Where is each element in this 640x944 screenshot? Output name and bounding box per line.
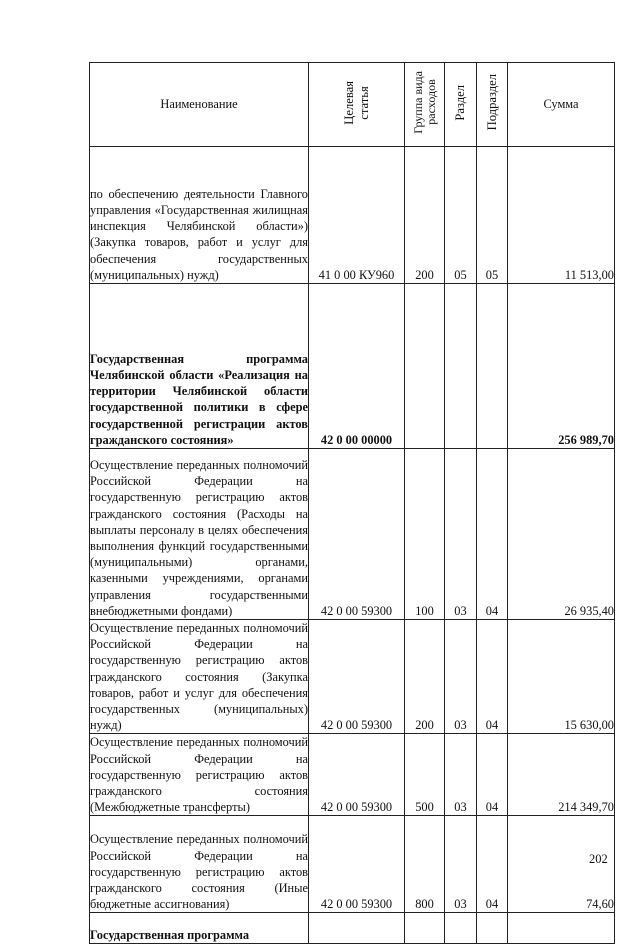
row-group: 800 (405, 816, 445, 913)
row-sum: 214 349,70 (508, 734, 615, 816)
row-target: 42 0 00 59300 (309, 449, 405, 620)
header-name: Наименование (90, 63, 309, 147)
row-subsection: 05 (477, 147, 508, 284)
row-group: 200 (405, 147, 445, 284)
row-group: 500 (405, 734, 445, 816)
row-name: Осуществление переданных полномочий Российской Федерации на государственную регистрацию актов гражданского состояния (Закупка товаров, работ и услуг для обеспечения государственных (муниципальных) нужд) (90, 621, 308, 733)
row-section: 03 (445, 734, 477, 816)
row-group: 100 (405, 449, 445, 620)
row-target (309, 913, 405, 944)
table-row (90, 449, 615, 620)
row-section: 05 (445, 147, 477, 284)
row-subsection (477, 913, 508, 944)
row-name: Осуществление переданных полномочий Российской Федерации на государственную регистрацию актов гражданского состояния (Иные бюджетные ассигнования) (90, 816, 309, 913)
row-name: Государственная программа (90, 913, 309, 944)
row-target: 41 0 00 КУ960 (309, 147, 405, 284)
page-number: 202 (589, 852, 608, 866)
row-sum (508, 913, 615, 944)
row-name: Осуществление переданных полномочий Российской Федерации на государственную регистрацию актов гражданского состояния (Расходы на выплаты персоналу в целях обеспечения выполнения функций государственными (муниципальными) органами, казенными учреждениями, органами управления государственными внебюджетными фондами) (90, 449, 309, 620)
row-section: 03 (445, 816, 477, 913)
row-sum: 26 935,40 (508, 449, 615, 620)
row-section (445, 284, 477, 449)
row-subsection: 04 (477, 449, 508, 620)
row-target: 42 0 00 59300 (309, 816, 405, 913)
row-section: 03 (445, 620, 477, 734)
row-name: по обеспечению деятельности Главного управления «Государственная жилищная инспекция Челябинской области») (Закупка товаров, работ и услуг для обеспечения государственных (муниципальных) нужд) (90, 147, 309, 284)
row-sum: 74,60 (508, 816, 615, 913)
row-name: Государственная программа Челябинской области «Реализация на территории Челябинской области государственной политики в сфере государственной регистрации актов гражданского состояния» (90, 284, 309, 449)
row-subsection: 04 (477, 816, 508, 913)
header-section: Раздел (445, 63, 477, 147)
row-sum: 15 630,00 (508, 620, 615, 734)
header-target: Целевая статья (309, 63, 405, 147)
header-sum: Сумма (508, 63, 615, 147)
row-sum: 256 989,70 (508, 284, 615, 449)
row-name: Осуществление переданных полномочий Российской Федерации на государственную регистрацию актов гражданского состояния (Межбюджетные трансферты) (90, 735, 308, 815)
table-row (90, 147, 615, 284)
budget-table (89, 62, 615, 944)
row-section: 03 (445, 449, 477, 620)
table-row (90, 913, 615, 944)
row-subsection: 04 (477, 620, 508, 734)
row-target: 42 0 00 00000 (309, 284, 405, 449)
header-subsection: Подраздел (477, 63, 508, 147)
row-group (405, 284, 445, 449)
row-target: 42 0 00 59300 (309, 620, 405, 734)
row-group (405, 913, 445, 944)
table-row (90, 816, 615, 913)
row-section (445, 913, 477, 944)
table-header-row (90, 63, 615, 147)
table-row (90, 734, 615, 816)
table-row (90, 284, 615, 449)
row-sum: 11 513,00 (508, 147, 615, 284)
row-subsection (477, 284, 508, 449)
row-group: 200 (405, 620, 445, 734)
header-group: Группа вида расходов (405, 63, 445, 147)
row-subsection: 04 (477, 734, 508, 816)
row-target: 42 0 00 59300 (309, 734, 405, 816)
table-row (90, 620, 615, 734)
